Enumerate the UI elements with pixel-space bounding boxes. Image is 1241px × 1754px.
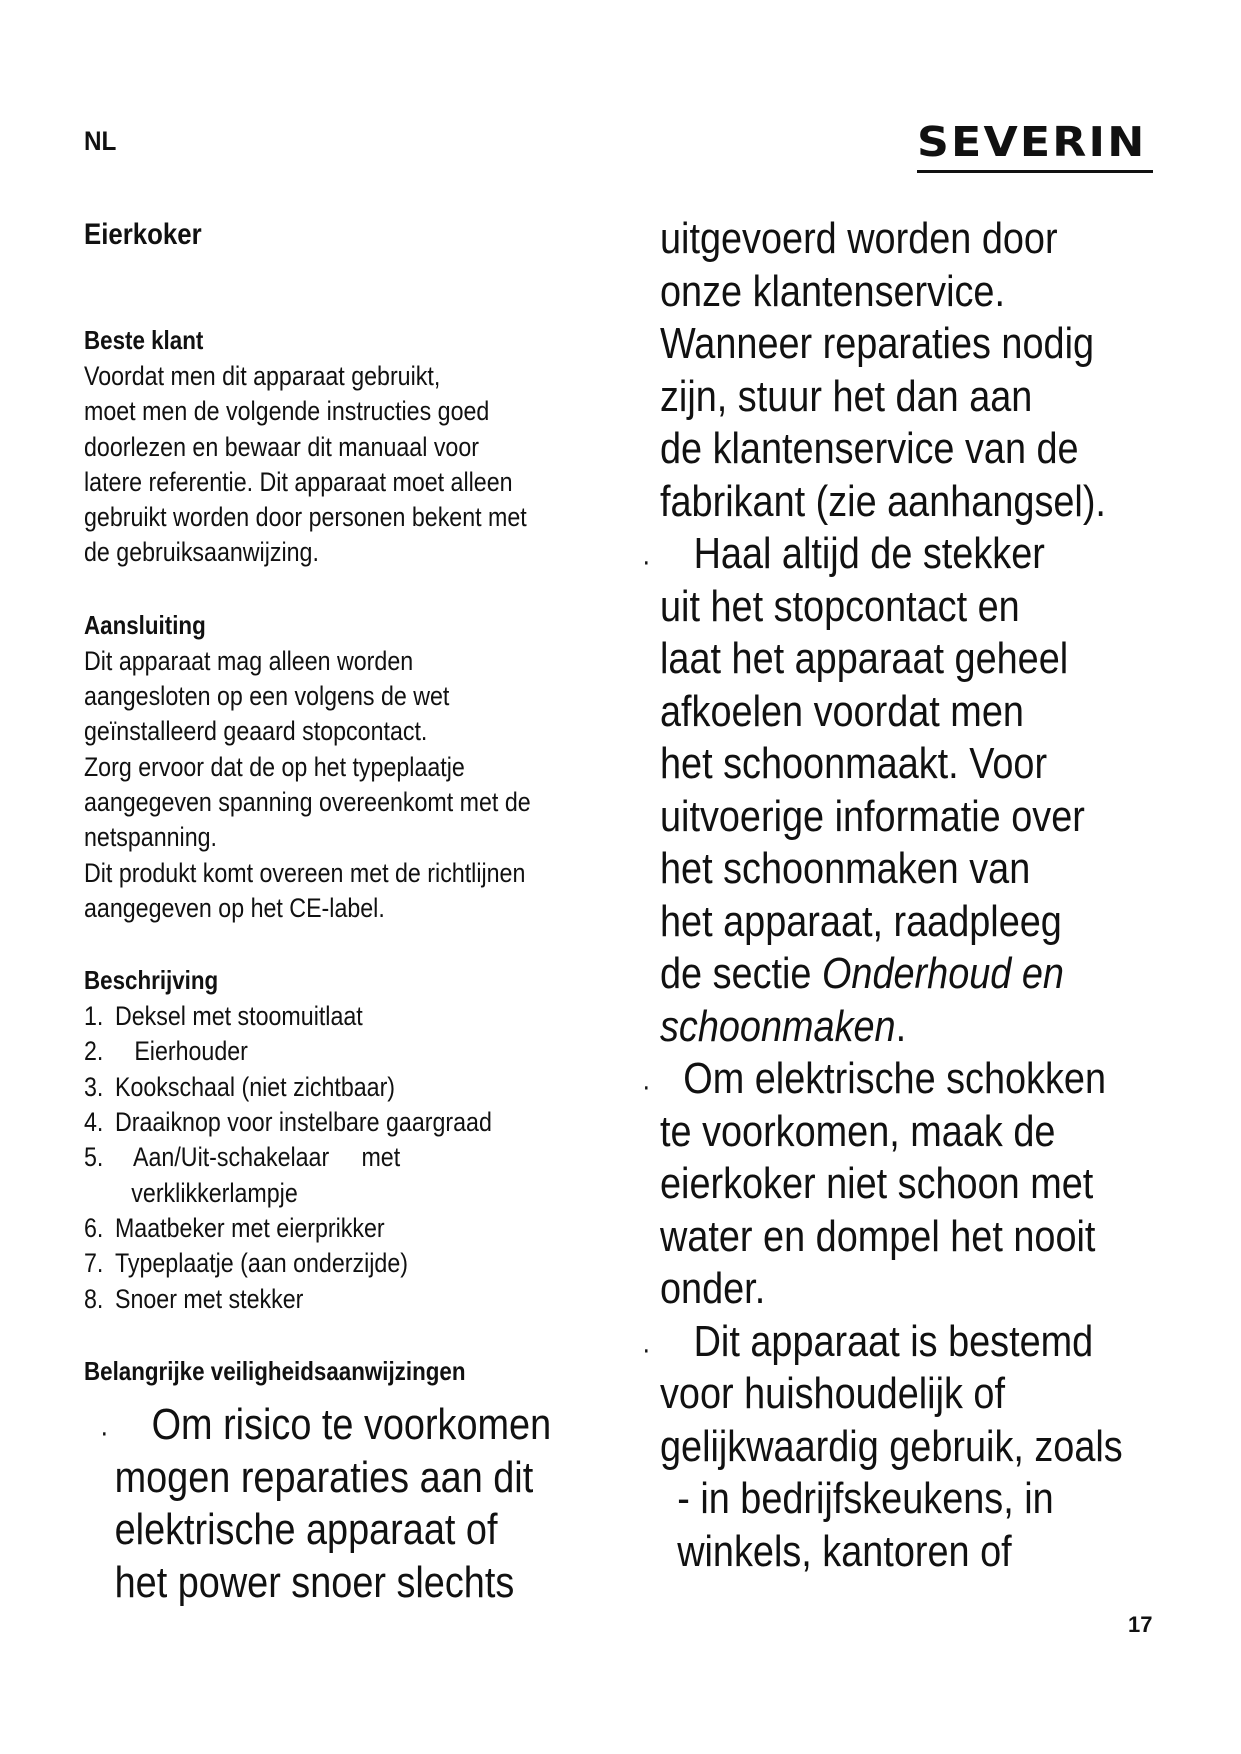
safety-bullet-4: · Dit apparaat is bestemd voor huishoudelijk of gelijkwaardig gebruik, zoals - in bedrijfskeukens, in winkels, kantoren of <box>642 1316 1123 1576</box>
left-column <box>84 218 644 1390</box>
safety-heading: Belangrijke veiligheidsaanwijzingen <box>84 1355 466 1386</box>
connection-heading: Aansluiting <box>84 609 206 640</box>
safety-bullet-3: · Om elektrische schokken te voorkomen, maak de eierkoker niet schoon met water en dompel het nooit onder. <box>642 1054 1106 1313</box>
safety-bullet-1: · Om risico te voorkomen mogen reparaties aan dit elektrische apparaat of het power snoer slechts <box>100 1400 552 1607</box>
brand-name: SEVERIN <box>917 118 1147 166</box>
list-item: 8. Snoer met stekker <box>84 1283 304 1314</box>
list-item: 7. Typeplaatje (aan onderzijde) <box>84 1248 408 1279</box>
description-heading: Beschrijving <box>84 965 219 996</box>
list-item: 4. Draaiknop voor instelbare gaargraad <box>84 1107 492 1138</box>
right-column <box>642 213 1180 1578</box>
list-item: 5. Aan/Uit-schakelaar met verklikkerlampje <box>84 1142 401 1208</box>
list-item: 6. Maatbeker met eierprikker <box>84 1212 385 1243</box>
page-number: 17 <box>1128 1612 1153 1637</box>
intro-text: Voordat men dit apparaat gebruikt, moet men de volgende instructies goed doorlezen en bewaar dit manuaal voor latere referentie. Dit apparaat moet alleen gebruikt worden door personen bekent met de gebruiksaanwijzing. <box>84 361 527 568</box>
page-title: Eierkoker <box>84 218 202 251</box>
brand-logo <box>917 118 1153 173</box>
language-code: NL <box>84 126 117 156</box>
safety-bullet-2: · Haal altijd de stekker uit het stopcontact en laat het apparaat geheel afkoelen voordat men het schoonmaakt. Voor uitvoerige informatie over het schoonmaken van het apparaat, raadpleeg de sectie Onderhoud en schoonmaken. <box>642 529 1085 1051</box>
list-item: 2. Eierhouder <box>84 1036 248 1067</box>
intro-heading: Beste klant <box>84 325 204 355</box>
list-item: 3. Kookschaal (niet zichtbaar) <box>84 1071 396 1102</box>
parts-list <box>84 999 566 1317</box>
safety-bullet-1-continued: uitgevoerd worden door onze klantenservice. Wanneer reparaties nodig zijn, stuur het dan aan de klantenservice van de fabrikant (zie aanhangsel). <box>660 214 1106 526</box>
logo-underline <box>917 170 1153 173</box>
list-item: 1. Deksel met stoomuitlaat <box>84 1001 363 1032</box>
connection-text: Dit apparaat mag alleen worden aangesloten op een volgens de wet geïnstalleerd geaard stopcontact. Zorg ervoor dat de op het typeplaatje aangegeven spanning overeenkomt met de netspanning. Dit produkt komt overeen met de richtlijnen aangegeven op het CE-label. <box>84 645 531 923</box>
